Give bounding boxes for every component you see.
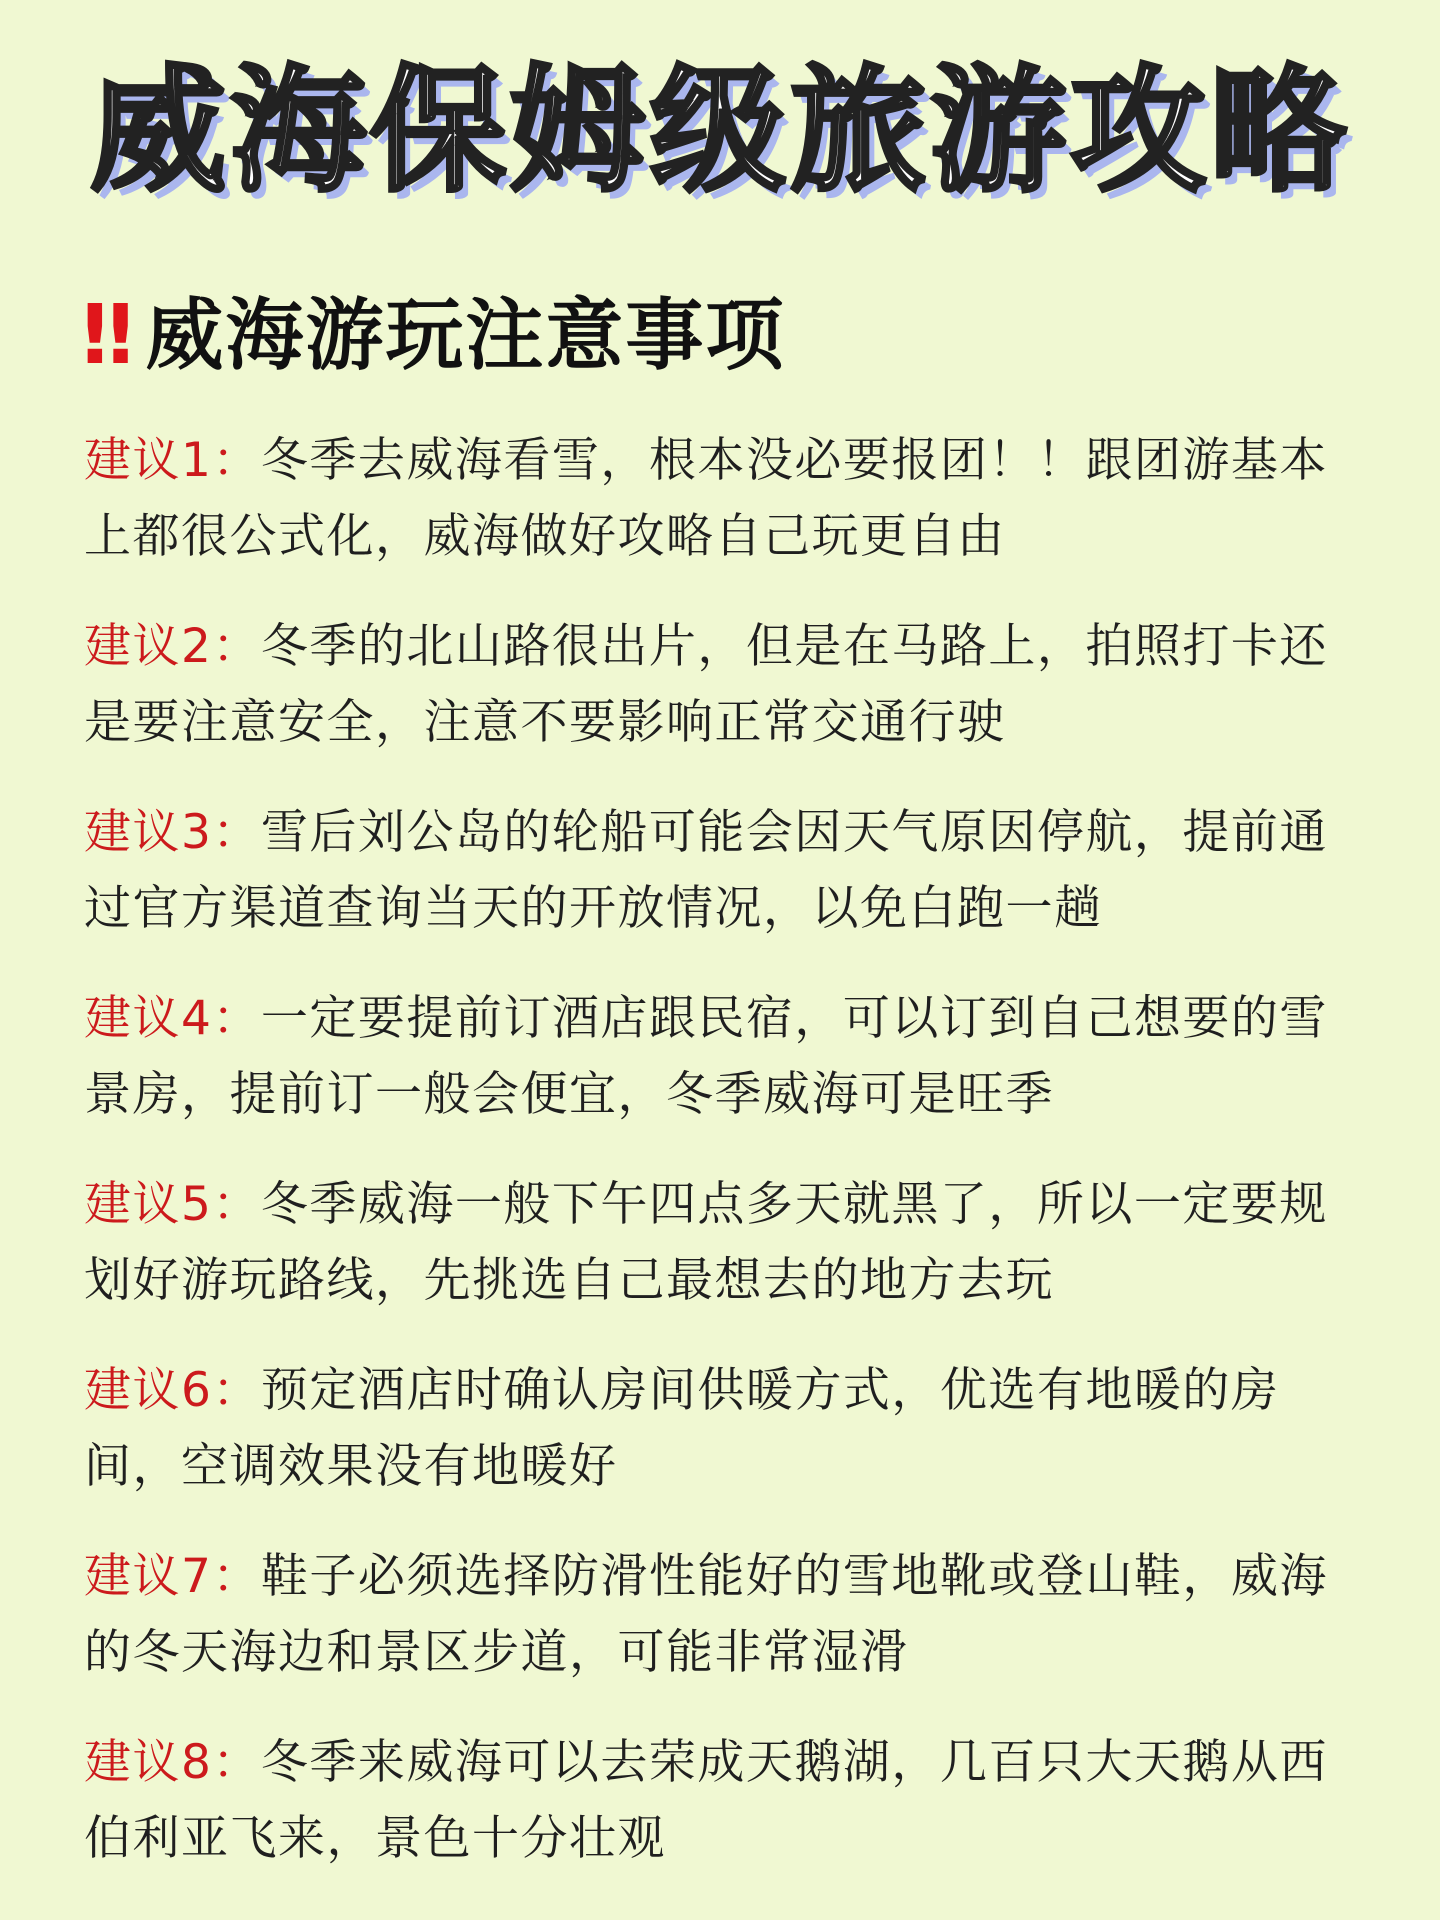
tip-colon: ：: [212, 1735, 261, 1790]
tip-item: [84, 1539, 1354, 1691]
tip-colon: ：: [212, 805, 261, 860]
tip-label: 建议8: [84, 1735, 213, 1790]
tip-item: [84, 1167, 1354, 1319]
double-exclamation-icon: ‼: [82, 288, 124, 383]
tip-colon: ：: [212, 433, 261, 488]
tip-item: [84, 609, 1354, 761]
tip-label: 建议7: [84, 1549, 213, 1604]
tip-label: 建议3: [84, 805, 213, 860]
tip-text: 雪后刘公岛的轮船可能会因天气原因停航，提前通过官方渠道查询当天的开放情况，以免白跑一趟: [84, 805, 1328, 936]
tip-text: 预定酒店时确认房间供暖方式，优选有地暖的房间，空调效果没有地暖好: [84, 1363, 1280, 1494]
tip-colon: ：: [212, 619, 261, 674]
tip-item: [84, 795, 1354, 947]
tip-text: 鞋子必须选择防滑性能好的雪地靴或登山鞋，威海的冬天海边和景区步道，可能非常湿滑: [84, 1549, 1328, 1680]
tip-item: [84, 1353, 1354, 1505]
tip-colon: ：: [212, 1363, 261, 1418]
section-heading: [82, 288, 786, 383]
tip-item: [84, 981, 1354, 1133]
tip-label: 建议2: [84, 619, 213, 674]
tip-label: 建议1: [84, 433, 213, 488]
tip-text: 冬季的北山路很出片，但是在马路上，拍照打卡还是要注意安全，注意不要影响正常交通行驶: [84, 619, 1328, 750]
tip-text: 冬季来威海可以去荣成天鹅湖，几百只大天鹅从西伯利亚飞来，景色十分壮观: [84, 1735, 1328, 1866]
tip-text: 冬季去威海看雪，根本没必要报团！！跟团游基本上都很公式化，威海做好攻略自己玩更自由: [84, 433, 1328, 564]
tip-label: 建议4: [84, 991, 213, 1046]
tip-item: [84, 1725, 1354, 1877]
tip-text: 一定要提前订酒店跟民宿，可以订到自己想要的雪景房，提前订一般会便宜，冬季威海可是旺季: [84, 991, 1328, 1122]
page-title: 威海保姆级旅游攻略: [90, 53, 1350, 211]
tip-label: 建议6: [84, 1363, 213, 1418]
tip-item: [84, 423, 1354, 575]
tip-colon: ：: [212, 1549, 261, 1604]
tip-colon: ：: [212, 1177, 261, 1232]
tip-text: 冬季威海一般下午四点多天就黑了，所以一定要规划好游玩路线，先挑选自己最想去的地方去玩: [84, 1177, 1328, 1308]
tip-label: 建议5: [84, 1177, 213, 1232]
section-title: 威海游玩注意事项: [145, 291, 786, 381]
tips-list: [84, 423, 1354, 1911]
tip-colon: ：: [212, 991, 261, 1046]
